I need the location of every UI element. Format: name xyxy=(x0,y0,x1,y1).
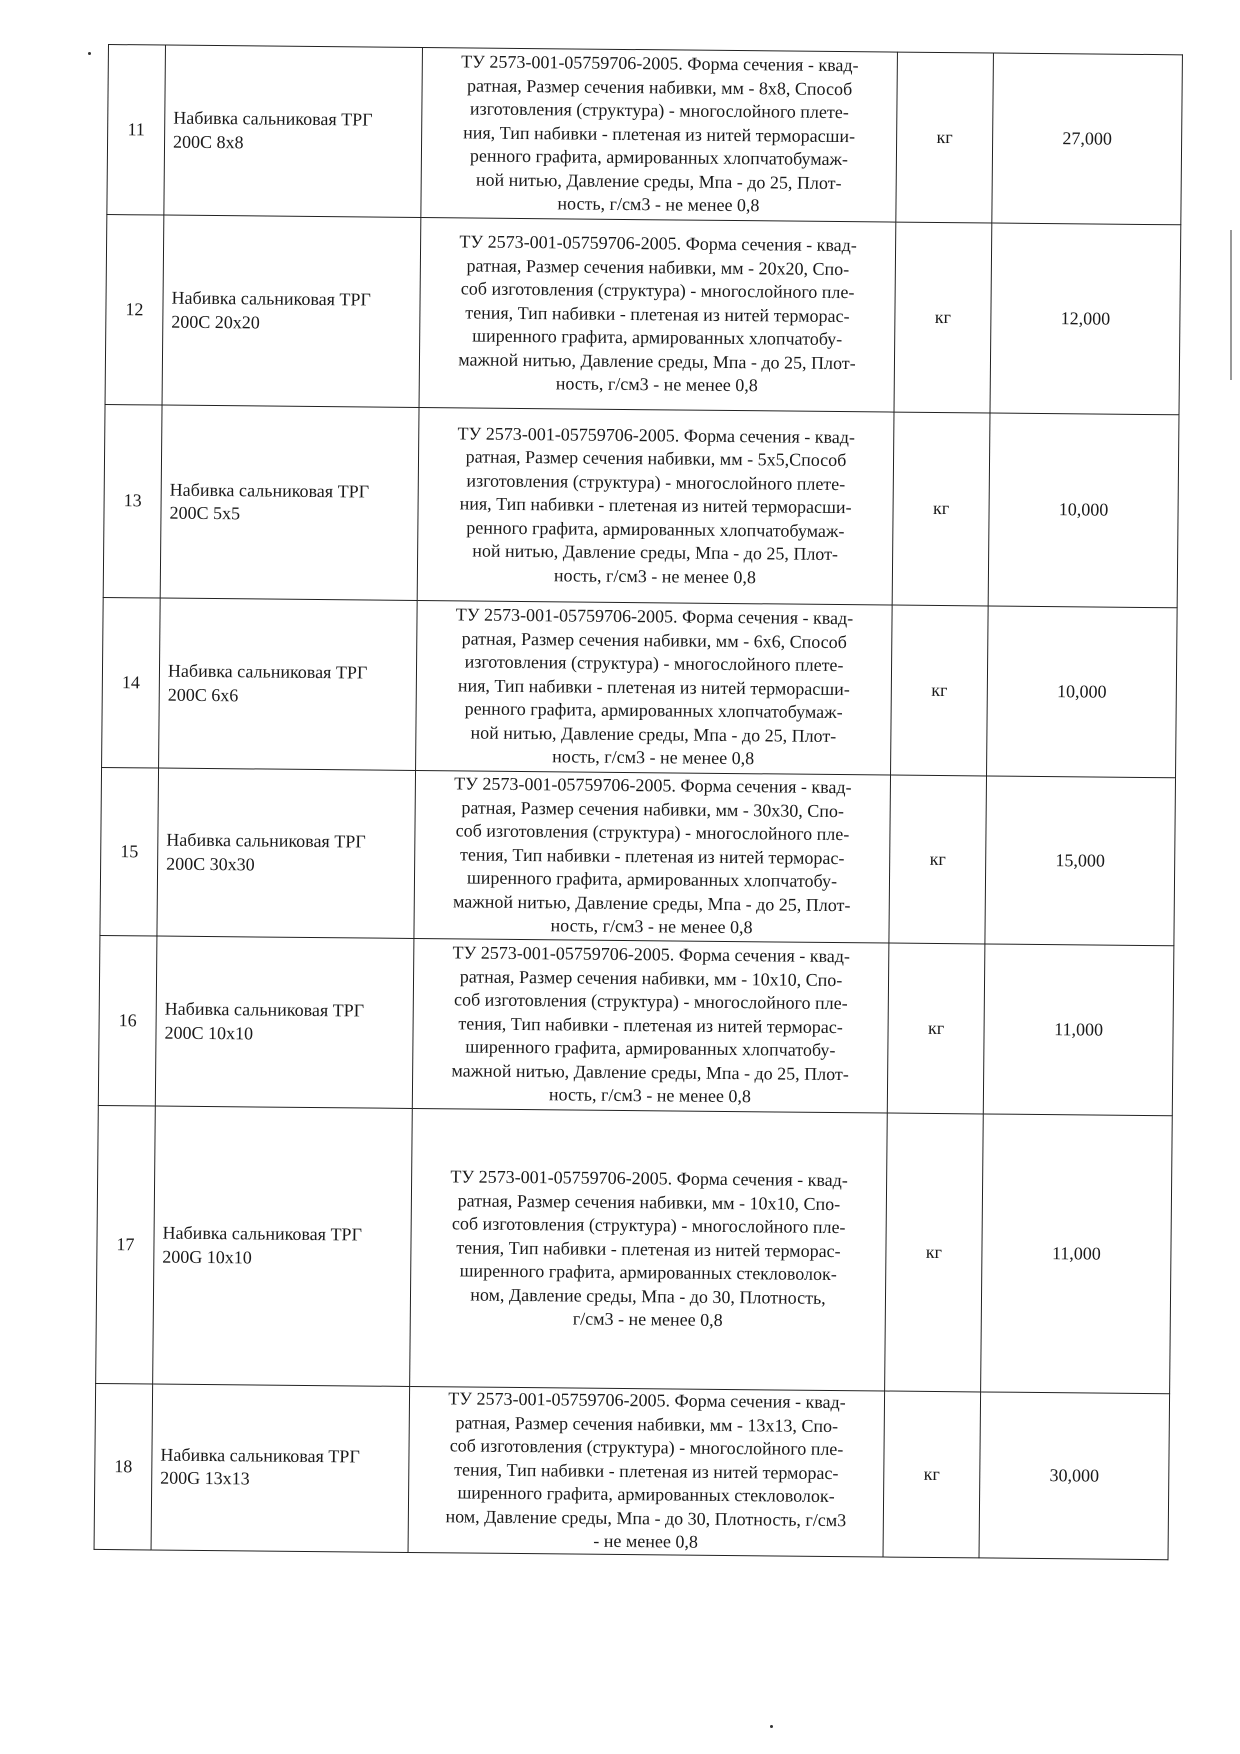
table-row xyxy=(94,1383,1170,1559)
description-line: ность, г/см3 - не менее 0,8 xyxy=(553,565,757,587)
description-line: ность, г/см3 - не менее 0,8 xyxy=(555,373,758,396)
item-name-line: Набивка сальниковая ТРГ xyxy=(166,829,366,852)
quantity: 10,000 xyxy=(988,413,1179,608)
item-description xyxy=(414,770,891,943)
specification-table xyxy=(94,44,1183,1560)
table-row xyxy=(105,214,1181,414)
description-line: ширенного графита, армированных хлопчатобу- xyxy=(466,867,838,892)
item-name xyxy=(159,598,418,770)
description-line: ность, г/см3 - не менее 0,8 xyxy=(548,1084,752,1107)
description-line: тения, Тип набивки - плетеная из нитей терморас- xyxy=(456,1237,841,1261)
item-name-line: Набивка сальниковая ТРГ xyxy=(167,660,368,683)
unit-of-measure: кг xyxy=(889,775,987,944)
description-line: изготовления (структура) - многослойного плете- xyxy=(466,470,846,494)
description-line: ТУ 2573-001-05759706-2005. Форма сечения - квад- xyxy=(454,773,852,798)
description-line: тения, Тип набивки - плетеная из нитей терморас- xyxy=(465,302,850,326)
item-name-line: 200С 30х30 xyxy=(166,853,255,874)
item-name-line: 200С 10х10 xyxy=(164,1022,254,1043)
description-line: мажной нитью, Давление среды, Мпа - до 25, Плот- xyxy=(451,1060,849,1084)
item-name xyxy=(151,1384,410,1552)
item-description xyxy=(408,1386,885,1556)
row-number: 15 xyxy=(100,767,159,936)
description-line: ном, Давление среды, Мпа - до 30, Плотность, г/см3 xyxy=(445,1505,847,1530)
description-line: мажной нитью, Давление среды, Мпа - до 25, Плот- xyxy=(458,349,856,373)
item-name xyxy=(157,768,416,938)
description-line: ренного графита, армированных хлопчатобумаж- xyxy=(469,145,849,170)
row-number: 14 xyxy=(102,597,161,768)
description-line: тения, Тип набивки - плетеная из нитей терморас- xyxy=(454,1458,839,1483)
item-name-line: 200С 6х6 xyxy=(167,684,239,705)
description-line: соб изготовления (структура) - многослойного пле- xyxy=(460,278,855,303)
table-row xyxy=(103,404,1179,607)
quantity: 11,000 xyxy=(983,944,1174,1116)
description-line: г/см3 - не менее 0,8 xyxy=(572,1308,723,1331)
description-line: ной нитью, Давление среды, Мпа - до 25, Плот- xyxy=(470,722,837,746)
row-number: 18 xyxy=(94,1383,153,1549)
item-description xyxy=(410,1108,888,1391)
item-name-line: Набивка сальниковая ТРГ xyxy=(173,107,373,130)
row-number: 16 xyxy=(98,935,157,1106)
item-description xyxy=(417,408,894,606)
scan-edge-mark xyxy=(1230,230,1232,380)
item-description xyxy=(412,938,889,1113)
unit-of-measure: кг xyxy=(892,412,990,606)
description-line: ность, г/см3 - не менее 0,8 xyxy=(557,193,760,216)
description-line: ТУ 2573-001-05759706-2005. Форма сечения - квад- xyxy=(452,942,851,967)
description-line: тения, Тип набивки - плетеная из нитей терморас- xyxy=(459,844,845,868)
unit-of-measure: кг xyxy=(883,1391,981,1557)
table-row xyxy=(102,597,1178,777)
description-line: ширенного графита, армированных хлопчатобу- xyxy=(465,1036,836,1061)
item-name xyxy=(153,1106,413,1386)
item-name-line: Набивка сальниковая ТРГ xyxy=(160,1444,360,1467)
description-line: ширенного графита, армированных стекловолок- xyxy=(457,1482,835,1507)
description-line: ния, Тип набивки - плетеная из нитей терморасши- xyxy=(457,675,850,699)
item-name xyxy=(155,936,414,1108)
quantity: 11,000 xyxy=(981,1114,1173,1394)
description-line: ния, Тип набивки - плетеная из нитей терморасши- xyxy=(459,493,852,518)
row-number: 13 xyxy=(103,404,162,598)
item-name-line: Набивка сальниковая ТРГ xyxy=(169,479,370,502)
description-line: соб изготовления (структура) - многослойного пле- xyxy=(451,1213,846,1238)
description-line: ратная, Размер сечения набивки, мм - 20х20, Спо- xyxy=(466,255,850,279)
description-line: ренного графита, армированных хлопчатобумаж- xyxy=(466,517,845,541)
quantity: 12,000 xyxy=(990,223,1181,415)
description-line: ной нитью, Давление среды, Мпа - до 25, Плот- xyxy=(475,169,842,193)
description-line: ширенного графита, армированных стекловолок- xyxy=(459,1260,837,1285)
unit-of-measure: кг xyxy=(891,605,989,776)
table-row xyxy=(107,45,1183,225)
scan-speck xyxy=(88,52,91,55)
description-line: ширенного графита, армированных хлопчатобу- xyxy=(472,325,843,350)
description-line: ратная, Размер сечения набивки, мм - 10х10, Спо- xyxy=(457,1190,841,1214)
row-number: 17 xyxy=(96,1105,156,1384)
description-line: ТУ 2573-001-05759706-2005. Форма сечения - квад- xyxy=(459,231,857,256)
table-body xyxy=(94,45,1182,1560)
description-line: ратная, Размер сечения набивки, мм - 8х8, Способ xyxy=(466,75,853,99)
description-line: мажной нитью, Давление среды, Мпа - до 25, Плот- xyxy=(452,891,851,915)
quantity: 10,000 xyxy=(987,606,1178,778)
description-line: изготовления (структура) - многослойного плете- xyxy=(469,98,849,123)
description-line: ратная, Размер сечения набивки, мм - 13х13, Спо- xyxy=(455,1411,839,1436)
item-name xyxy=(162,215,421,407)
unit-of-measure: кг xyxy=(894,222,992,413)
row-number: 12 xyxy=(105,214,164,405)
item-name-line: Набивка сальниковая ТРГ xyxy=(171,287,371,310)
description-line: ратная, Размер сечения набивки, мм - 10х10, Спо- xyxy=(459,966,843,990)
description-line: ТУ 2573-001-05759706-2005. Форма сечения - квад- xyxy=(450,1166,848,1191)
item-name-line: 200С 5х5 xyxy=(169,502,241,524)
unit-of-measure: кг xyxy=(885,1113,984,1392)
description-line: соб изготовления (структура) - многослойного пле- xyxy=(449,1435,844,1460)
quantity: 27,000 xyxy=(992,53,1183,225)
item-name-line: Набивка сальниковая ТРГ xyxy=(162,1222,363,1245)
item-name xyxy=(160,405,419,600)
description-line: ной нитью, Давление среды, Мпа - до 25, Плот- xyxy=(472,540,839,565)
unit-of-measure: кг xyxy=(896,52,994,223)
item-name-line: Набивка сальниковая ТРГ xyxy=(164,998,365,1021)
description-line: ратная, Размер сечения набивки, мм - 30х30, Спо- xyxy=(461,797,845,821)
description-line: ренного графита, армированных хлопчатобумаж- xyxy=(464,698,843,723)
description-line: ность, г/см3 - не менее 0,8 xyxy=(552,746,755,769)
description-line: ТУ 2573-001-05759706-2005. Форма сечения - квад- xyxy=(461,51,859,76)
description-line: соб изготовления (структура) - многослойного пле- xyxy=(453,989,848,1014)
item-description xyxy=(416,600,893,775)
description-line: ТУ 2573-001-05759706-2005. Форма сечения - квад- xyxy=(448,1388,846,1413)
item-name xyxy=(164,45,423,217)
description-line: ном, Давление среды, Мпа - до 30, Плотность, xyxy=(470,1284,826,1308)
scan-speck xyxy=(770,1725,773,1728)
description-line: - не менее 0,8 xyxy=(593,1530,699,1552)
description-line: ратная, Размер сечения набивки, мм - 6х6, Способ xyxy=(461,628,847,652)
description-line: ность, г/см3 - не менее 0,8 xyxy=(550,915,753,938)
item-name-line: 200С 8х8 xyxy=(172,131,244,152)
description-line: изготовления (структура) - многослойного плете- xyxy=(464,651,844,676)
item-name-line: 200G 13х13 xyxy=(160,1467,250,1489)
description-line: ния, Тип набивки - плетеная из нитей терморасши- xyxy=(463,122,856,146)
table-row xyxy=(100,767,1176,945)
description-line: тения, Тип набивки - плетеная из нитей терморас- xyxy=(458,1013,843,1037)
item-description xyxy=(419,218,896,413)
description-line: ратная, Размер сечения набивки, мм - 5х5,Способ xyxy=(465,446,847,471)
description-line: соб изготовления (структура) - многослойного пле- xyxy=(455,820,850,845)
table-row xyxy=(98,935,1174,1115)
description-line: ТУ 2573-001-05759706-2005. Форма сечения - квад- xyxy=(455,604,854,629)
description-line: ТУ 2573-001-05759706-2005. Форма сечения - квад- xyxy=(457,423,856,447)
row-number: 11 xyxy=(107,45,166,216)
item-name-line: 200G 10х10 xyxy=(162,1246,252,1267)
item-description xyxy=(421,48,898,223)
quantity: 15,000 xyxy=(985,776,1176,946)
quantity: 30,000 xyxy=(979,1392,1170,1559)
item-name-line: 200С 20х20 xyxy=(171,311,260,332)
unit-of-measure: кг xyxy=(887,943,985,1114)
table-row xyxy=(96,1105,1173,1393)
